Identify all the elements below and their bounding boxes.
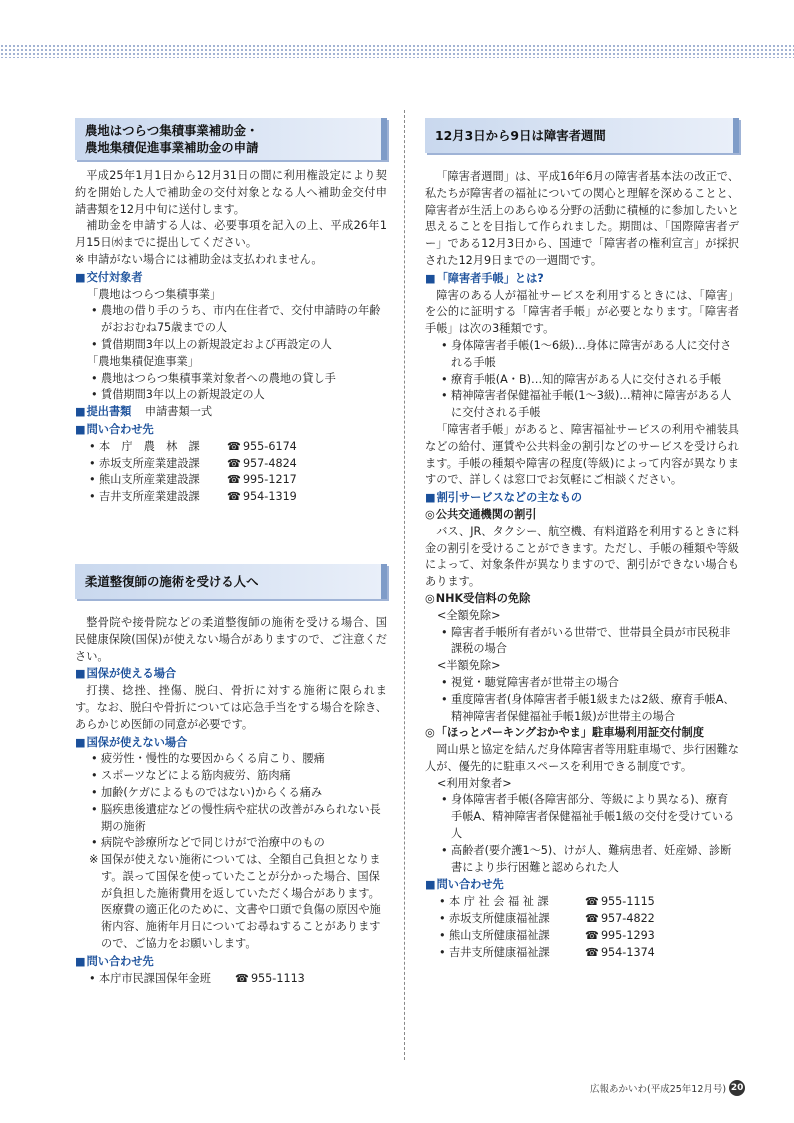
farmland-heading-line1: 農地はつらつ集積事業補助金・ — [85, 123, 259, 138]
right-column — [425, 118, 739, 961]
documents-subheading: ■ 提出書類 — [75, 405, 131, 418]
footer-publication: 広報あかいわ(平成25年12月号) — [590, 1084, 727, 1095]
project-2-name: 「農地集積促進事業」 — [87, 354, 199, 368]
disability-week-heading: 12月3日から9日は障害者週間 — [425, 118, 739, 153]
nhk-half-item: • 視覚・聴覚障害者が世帯主の場合 — [425, 675, 739, 692]
farmland-contact-subheading: ■ 問い合わせ先 — [75, 422, 387, 439]
judo-contact-subheading: ■ 問い合わせ先 — [75, 954, 387, 971]
contact-name: • 赤坂支所産業建設課 — [99, 456, 200, 470]
nhk-half-label: <半額免除> — [437, 659, 501, 673]
contact-row — [75, 472, 387, 489]
header-dot-band — [0, 44, 794, 58]
judo-intro-paragraph: 整骨院や接骨院などの柔道整復師の施術を受ける場合、国民健康保険(国保)が使えない場合がありますので、ご注意ください。 — [75, 615, 387, 663]
disability-week-intro: 「障害者週間」は、平成16年6月の障害者基本法の改正で、私たちが障害者の福祉についての関心と理解を深めることと、障害者が生活上のあらゆる分野の活動に積極的に参加したいと思えることを目指して作られました。期間は、「国際障害者デー」である12月3日から、国連で「障害者の権利宣言」が採択された12月9日までの一週間です。 — [425, 170, 739, 267]
section-spacer — [75, 506, 387, 564]
contact-row — [425, 945, 739, 962]
contact-phone: ☎ 954-1319 — [227, 489, 297, 506]
parking-target-label: <利用対象者> — [437, 776, 512, 790]
transit-title: ◎ 公共交通機関の割引 — [425, 507, 739, 524]
contact-name: • 本 庁 社 会 福 祉 課 — [449, 895, 549, 909]
insurance-ng-subheading: ■ 国保が使えない場合 — [75, 735, 387, 752]
contact-row — [75, 971, 387, 988]
project-2-bullet-1: • 農地はつらつ集積事業対象者への農地の貸し手 — [75, 371, 387, 388]
page-footer — [590, 1080, 745, 1096]
insurance-ng-item: • スポーツなどによる筋肉疲労、筋肉痛 — [75, 768, 387, 785]
contact-phone: ☎ 957-4824 — [227, 456, 297, 473]
farmland-note: ※ 申請がない場合には補助金は支払われません。 — [75, 252, 387, 269]
project-1-bullet-1: • 農地の借り手のうち、市内在住者で、交付申請時の年齢がおおむね75歳までの人 — [75, 303, 387, 337]
contact-name: • 本 庁 農 林 課 — [99, 439, 200, 453]
left-column — [75, 118, 387, 987]
farmland-heading-line2: 農地集積促進事業補助金の申請 — [85, 140, 259, 155]
contact-phone: ☎ 995-1217 — [227, 472, 297, 489]
card-type-item: • 精神障害者保健福祉手帳(1〜3級)…精神に障害がある人に交付される手帳 — [425, 388, 739, 422]
farmland-target-subheading: ■ 交付対象者 — [75, 270, 387, 287]
insurance-ok-text: 打撲、捻挫、挫傷、脱臼、骨折に対する施術に限られます。なお、脱臼や骨折については応急手当をする場合を除き、あらかじめ医師の同意が必要です。 — [75, 684, 387, 731]
contact-phone: ☎ 957-4822 — [585, 911, 655, 928]
insurance-ng-item: • 脳疾患後遺症などの慢性病や症状の改善がみられない長期の施術 — [75, 802, 387, 836]
insurance-ng-item: • 加齢(ケガによるものではない)からくる痛み — [75, 785, 387, 802]
insurance-note: ※ 国保が使えない施術については、全額自己負担となります。誤って国保を使っていたことが分かった場合、国保が負担した施術費用を返していただく場合があります。医療費の適正化のために、文書や口頭で負傷の原因や施術内容、施術年月日についてお尋ねすることがありますので、ご協力をお願いします。 — [75, 852, 387, 953]
contact-row — [425, 928, 739, 945]
contact-name: • 熊山支所産業建設課 — [99, 473, 200, 487]
contact-row — [425, 894, 739, 911]
contact-phone: ☎ 955-6174 — [227, 439, 297, 456]
farmland-paragraph-2: 補助金を申請する人は、必要事項を記入の上、平成26年1月15日㈬までに提出してください。 — [75, 219, 387, 250]
parking-text: 岡山県と協定を結んだ身体障害者等用駐車場で、歩行困難な人が、優先的に駐車スペースを利用できる制度です。 — [425, 743, 739, 773]
contact-phone: ☎ 955-1115 — [585, 894, 655, 911]
parking-target-item: • 高齢者(要介護1〜5)、けが人、難病患者、妊産婦、診断書により歩行困難と認められた人 — [425, 843, 739, 877]
spacer — [425, 161, 739, 169]
spacer — [75, 607, 387, 615]
documents-value: 申請書類一式 — [144, 405, 213, 419]
card-type-item: • 療育手帳(A・B)…知的障害がある人に交付される手帳 — [425, 372, 739, 389]
card-subheading: ■ 「障害者手帳」とは? — [425, 271, 739, 288]
project-1-bullet-2: • 賃借期間3年以上の新規設定および再設定の人 — [75, 337, 387, 354]
judo-therapist-heading: 柔道整復師の施術を受ける人へ — [75, 564, 387, 599]
contact-name: • 赤坂支所健康福祉課 — [449, 912, 550, 926]
contact-name: • 吉井支所健康福祉課 — [449, 945, 550, 959]
contact-row — [75, 456, 387, 473]
welfare-contact-subheading: ■ 問い合わせ先 — [425, 877, 739, 894]
nhk-full-item: • 障害者手帳所有者がいる世帯で、世帯員全員が市民税非課税の場合 — [425, 625, 739, 659]
nhk-half-item: • 重度障害者(身体障害者手帳1級または2級、療育手帳A、精神障害者保健福祉手帳1級)が世帯主の場合 — [425, 692, 739, 726]
contact-row — [75, 489, 387, 506]
contact-name: • 熊山支所健康福祉課 — [449, 928, 550, 942]
insurance-ng-item: • 病院や診療所などで同じけがで治療中のもの — [75, 835, 387, 852]
contact-row — [425, 911, 739, 928]
contact-name: • 本庁市民課国保年金班 — [99, 971, 211, 985]
discount-subheading: ■ 割引サービスなどの主なもの — [425, 490, 739, 507]
contact-phone: ☎ 954-1374 — [585, 945, 655, 962]
farmland-subsidy-heading — [75, 118, 387, 160]
card-text-2: 「障害者手帳」があると、障害福祉サービスの利用や補装具などの給付、運賃や公共料金の割引などのサービスを受けられます。手帳の種類や障害の程度(等級)によって内容が異なりますので、詳しくは窓口でお気軽にご相談ください。 — [425, 422, 739, 487]
contact-phone: ☎ 955-1113 — [235, 971, 305, 988]
contact-row — [75, 439, 387, 456]
documents-row — [75, 404, 387, 421]
column-divider — [404, 110, 405, 1060]
project-2-bullet-2: • 賃借期間3年以上の新規設定の人 — [75, 387, 387, 404]
insurance-ok-subheading: ■ 国保が使える場合 — [75, 666, 387, 683]
farmland-paragraph-1: 平成25年1月1日から12月31日の間に利用権設定により契約を開始した人で補助金の交付対象となる人へ補助金交付申請書類を12月中旬に送付します。 — [75, 169, 387, 216]
page-number: 20 — [729, 1080, 745, 1096]
project-1-name: 「農地はつらつ集積事業」 — [87, 287, 222, 301]
card-type-item: • 身体障害者手帳(1〜6級)…身体に障害がある人に交付される手帳 — [425, 338, 739, 372]
nhk-title: ◎ NHK受信料の免除 — [425, 591, 739, 608]
nhk-full-label: <全額免除> — [437, 608, 501, 622]
card-text: 障害のある人が福祉サービスを利用するときには、「障害」を公的に証明する「障害者手帳」が必要となります。「障害者手帳」は次の3種類です。 — [425, 288, 739, 336]
contact-phone: ☎ 995-1293 — [585, 928, 655, 945]
contact-name: • 吉井支所産業建設課 — [99, 490, 200, 504]
insurance-ng-item: • 疲労性・慢性的な要因からくる肩こり、腰痛 — [75, 751, 387, 768]
transit-text: バス、JR、タクシー、航空機、有料道路を利用するときに料金の割引を受けることができます。ただし、手帳の種類や等級によって、対象条件が異なりますので、割引ができない場合もあります。 — [425, 524, 739, 589]
parking-target-item: • 身体障害者手帳(各障害部分、等級により異なる)、療育手帳A、精神障害者保健福祉手帳1級の交付を受けている人 — [425, 792, 739, 842]
parking-title: ◎ 「ほっとパーキングおかやま」駐車場利用証交付制度 — [425, 725, 739, 742]
